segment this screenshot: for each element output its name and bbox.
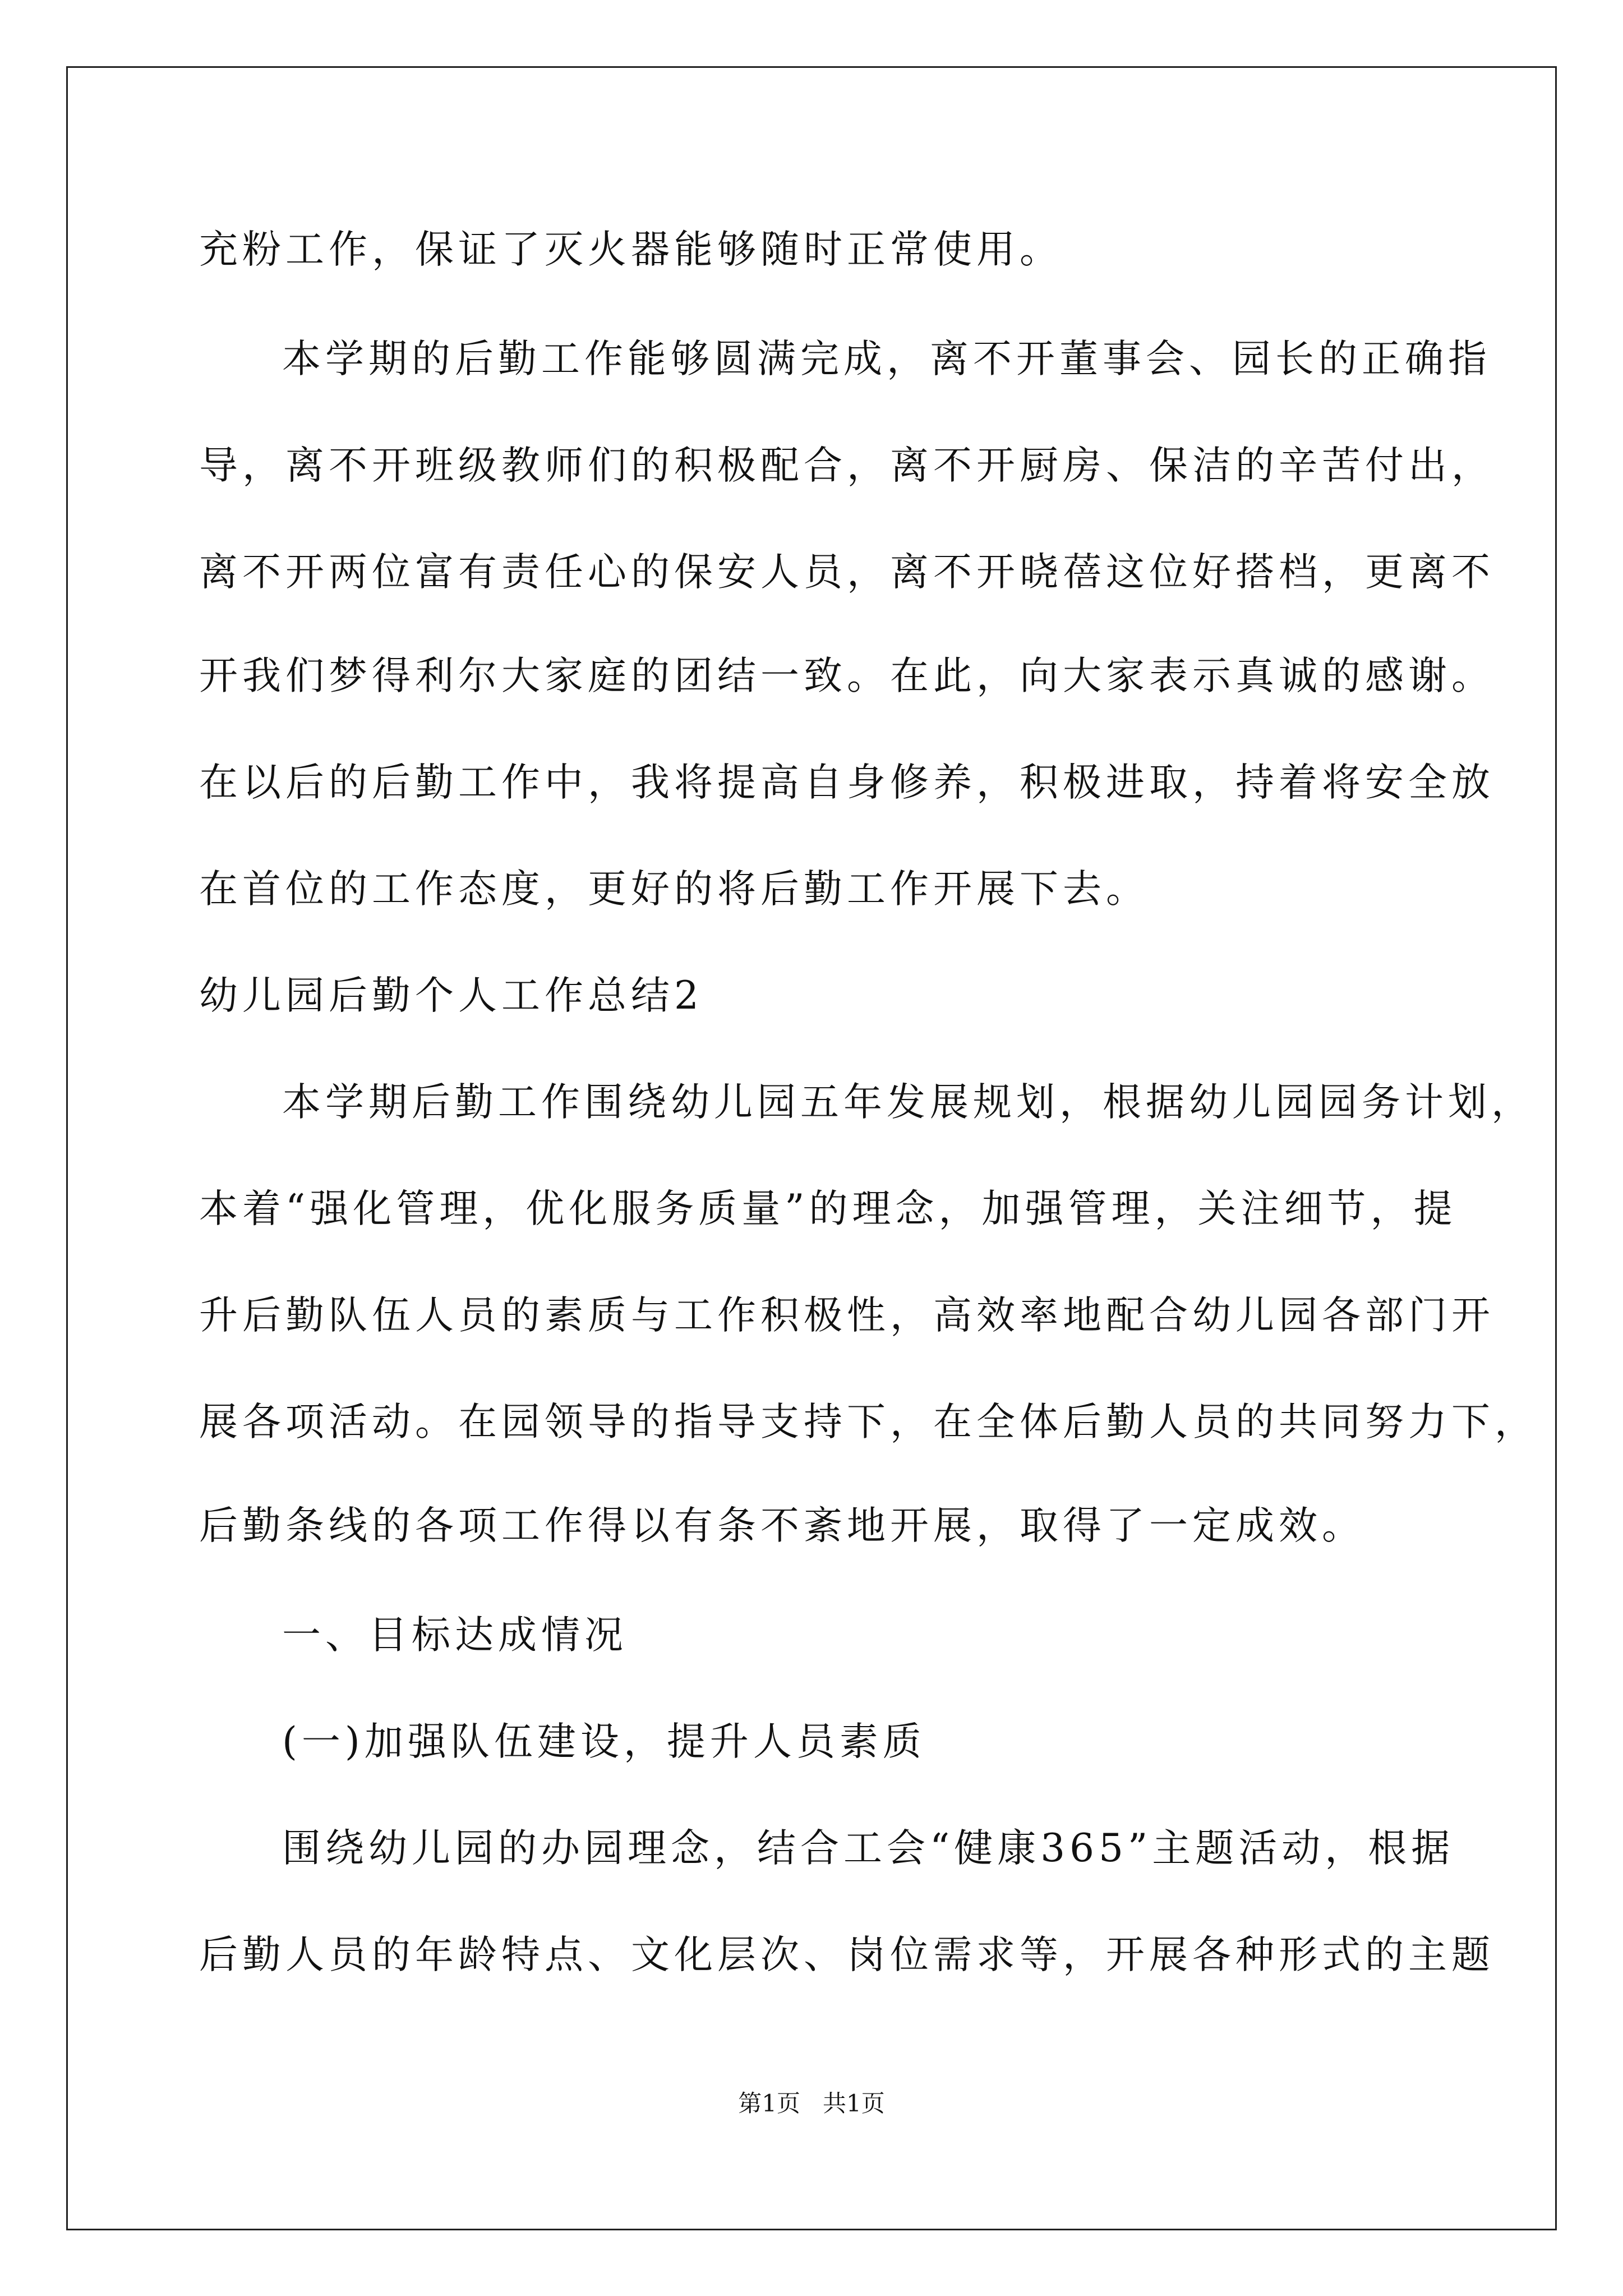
subheading-team: (一)加强队伍建设，提升人员素质 (282, 1719, 926, 1764)
body-line-13: 后勤条线的各项工作得以有条不紊地开展，取得了一定成效。 (199, 1503, 1365, 1548)
body-line-9: 本学期后勤工作围绕幼儿园五年发展规划，根据幼儿园园务计划， (282, 1080, 1534, 1125)
body-line-4: 离不开两位富有责任心的保安人员，离不开晓蓓这位好搭档，更离不 (199, 550, 1495, 595)
body-line-6: 在以后的后勤工作中，我将提高自身修养，积极进取，持着将安全放 (199, 760, 1495, 805)
body-line-1: 充粉工作，保证了灭火器能够随时正常使用。 (199, 227, 1063, 272)
body-line-11: 升后勤队伍人员的素质与工作积极性，高效率地配合幼儿园各部门开 (199, 1293, 1495, 1338)
body-line-3: 导，离不开班级教师们的积极配合，离不开厨房、保洁的辛苦付出， (199, 443, 1495, 488)
subheading-goals: 一、目标达成情况 (282, 1613, 628, 1658)
body-line-10: 本着“强化管理，优化服务质量”的理念，加强管理，关注细节，提 (199, 1186, 1457, 1231)
body-line-2: 本学期的后勤工作能够圆满完成，离不开董事会、园长的正确指 (282, 337, 1491, 381)
page-footer: 第1页 共1页 (738, 2090, 885, 2117)
body-line-16: 围绕幼儿园的办园理念，结合工会“健康365”主题活动，根据 (282, 1826, 1455, 1871)
section-heading: 幼儿园后勤个人工作总结2 (199, 973, 703, 1018)
body-line-5: 开我们梦得利尔大家庭的团结一致。在此，向大家表示真诚的感谢。 (199, 654, 1495, 698)
body-line-7: 在首位的工作态度，更好的将后勤工作开展下去。 (199, 867, 1149, 912)
body-line-12: 展各项活动。在园领导的指导支持下，在全体后勤人员的共同努力下， (199, 1400, 1538, 1444)
body-line-17: 后勤人员的年龄特点、文化层次、岗位需求等，开展各种形式的主题 (199, 1932, 1495, 1977)
